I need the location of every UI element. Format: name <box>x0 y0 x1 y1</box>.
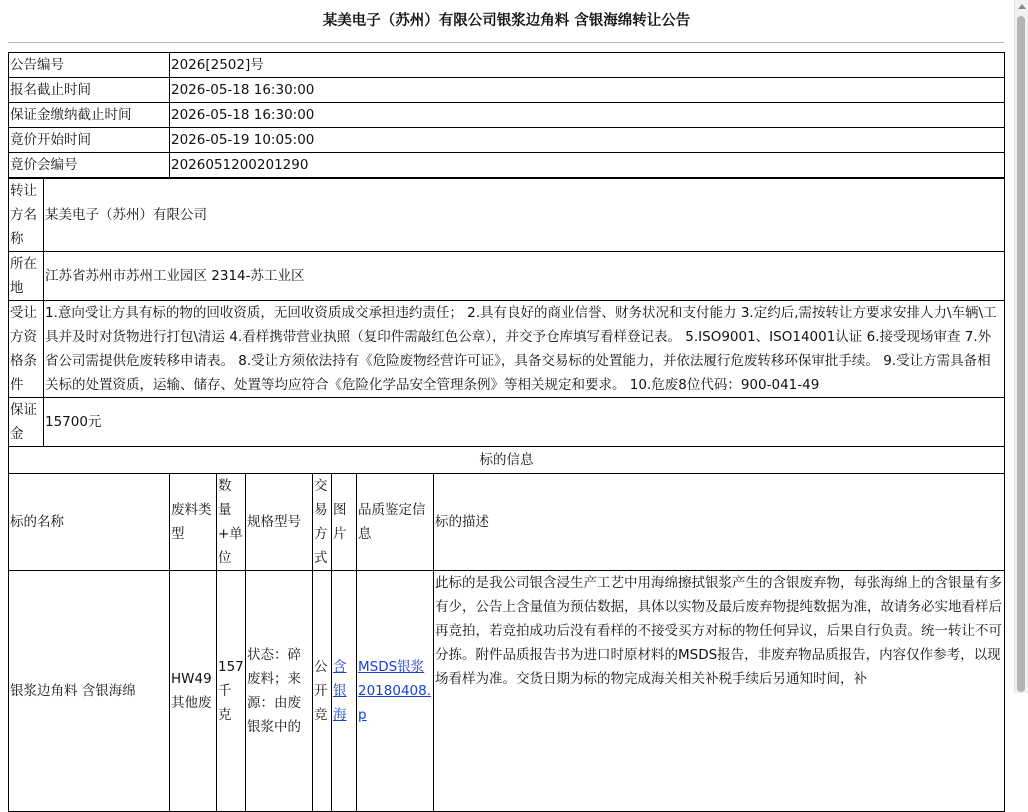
info-value: 2026-05-18 16:30:00 <box>170 78 1005 103</box>
lot-spec: 状态：碎废料；来源：由废银浆中的 <box>246 571 313 812</box>
info-label: 保证金缴纳截止时间 <box>9 103 170 128</box>
lot-waste-type: HW49其他废 <box>170 571 217 812</box>
header-image: 图片 <box>332 474 357 571</box>
scrollbar-thumb[interactable] <box>1017 16 1025 692</box>
deposit-row <box>9 398 1005 447</box>
info-row <box>9 78 1005 103</box>
lot-section-title: 标的信息 <box>9 447 1005 474</box>
deposit-value: 15700元 <box>44 398 1005 447</box>
header-trade-mode: 交易方式 <box>313 474 332 571</box>
transferor-value: 某美电子（苏州）有限公司 <box>44 179 1005 252</box>
info-value: 2026-05-18 16:30:00 <box>170 103 1005 128</box>
deposit-label: 保证金 <box>9 398 44 447</box>
info-row <box>9 103 1005 128</box>
location-label: 所在地 <box>9 252 44 301</box>
lot-quantity: 157千克 <box>217 571 246 812</box>
header-quantity: 数量+单位 <box>217 474 246 571</box>
transferor-row <box>9 179 1005 252</box>
lot-image-link[interactable]: 含银海 <box>333 659 347 723</box>
qualification-value: 1.意向受让方具有标的物的回收资质，无回收资质成交承担违约责任； 2.具有良好的商业信誉、财务状况和支付能力 3.定约后,需按转让方要求安排人力\车辆\工具并及时对货物进行打包\清运 4.看样携带营业执照（复印件需敲红色公章），并交予仓库填写看样登记表。 5.ISO9001、ISO14001认证 6.接受现场审查 7.外省公司需提供危废转移申请表。 8.受让方须依法持有《危险废物经营许可证》，具备交易标的处置能力，并依法履行危废转移环保审批手续。 9.受让方需具备相关标的处置资质，运输、储存、处置等均应符合《危险化学品安全管理条例》等相关规定和要求。 10.危废8位代码：900-041-49 <box>44 301 1005 398</box>
info-value: 2026-05-19 10:05:00 <box>170 128 1005 153</box>
info-label: 公告编号 <box>9 53 170 78</box>
info-row <box>9 128 1005 153</box>
qualification-row <box>9 301 1005 398</box>
lot-image-cell <box>332 571 357 812</box>
page-title: 某美电子（苏州）有限公司银浆边角料 含银海绵转让公告 <box>322 13 691 29</box>
info-value: 2026051200201290 <box>170 153 1005 178</box>
lot-header-row <box>9 474 1005 571</box>
qualification-label: 受让方资格条件 <box>9 301 44 398</box>
scroll-up-icon[interactable] <box>1018 4 1026 9</box>
header-quality: 品质鉴定信息 <box>357 474 434 571</box>
info-row <box>9 53 1005 78</box>
lot-section-header <box>9 447 1005 474</box>
header-description: 标的描述 <box>434 474 1005 571</box>
info-label: 竟价会编号 <box>9 153 170 178</box>
lot-name: 银浆边角料 含银海绵 <box>9 571 170 812</box>
info-row <box>9 153 1005 178</box>
lot-info-table <box>8 446 1005 812</box>
lot-row <box>9 571 1005 812</box>
announcement-info-table <box>8 52 1005 178</box>
vertical-scrollbar[interactable] <box>1014 0 1028 693</box>
quality-report-link[interactable]: MSDS银浆20180408.p <box>358 659 432 723</box>
title-divider <box>8 42 1004 43</box>
location-value: 江苏省苏州市苏州工业园区 2314-苏工业区 <box>44 252 1005 301</box>
lot-quality-cell <box>357 571 434 812</box>
header-lot-name: 标的名称 <box>9 474 170 571</box>
transferor-label: 转让方名称 <box>9 179 44 252</box>
lot-trade-mode: 公开竞 <box>313 571 332 812</box>
info-value: 2026[2502]号 <box>170 53 1005 78</box>
info-label: 竟价开始时间 <box>9 128 170 153</box>
transferor-details-table <box>8 178 1005 447</box>
location-row <box>9 252 1005 301</box>
info-label: 报名截止时间 <box>9 78 170 103</box>
lot-description: 此标的是我公司银含浸生产工艺中用海绵擦拭银浆产生的含银废弃物，每张海绵上的含银量有多有少，公告上含量值为预估数据，具体以实物及最后废弃物提纯数据为准，故请务必实地看样后再竞拍，若竞拍成功后没有看样的不接受买方对标的物任何异议，后果自行负责。统一转让不可分拣。附件品质报告书为进口时原材料的MSDS报告，非废弃物品质报告，内容仅作参考，以现场看样为准。交货日期为标的物完成海关相关补税手续后另通知时间，补 <box>434 571 1005 812</box>
header-waste-type: 废料类型 <box>170 474 217 571</box>
header-spec: 规格型号 <box>246 474 313 571</box>
